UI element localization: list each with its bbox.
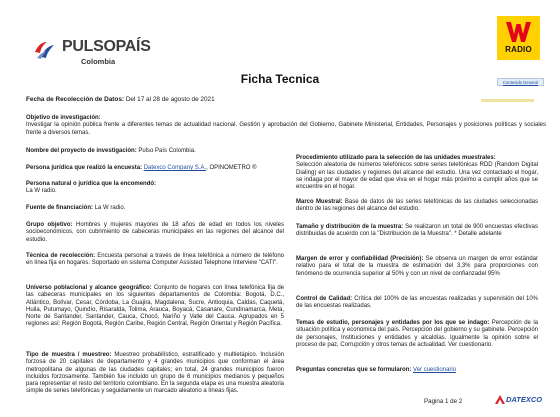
fecha-value: Del 17 al 28 de agosto de 2021 <box>125 96 215 103</box>
marco-block <box>296 199 538 214</box>
datexco-logo-text: DATEXCO <box>506 395 543 404</box>
financiacion-text: La W radio. <box>94 205 126 211</box>
encomendo-label: Persona natural o jurídica que la encomendó: <box>26 181 157 187</box>
w-radio-logo <box>497 16 540 60</box>
encomendo-text: La W radio. <box>26 188 57 195</box>
contenido-general-button[interactable]: Contenido General <box>497 78 544 86</box>
marco-text: Base de datos de las series telefónicas de las ciudades seleccionadas dentro de las regiones del alcance del estudio. <box>296 199 539 213</box>
persona-rest: OPINOMETRO ® <box>209 165 257 171</box>
fecha-recoleccion <box>26 96 215 103</box>
tipo-label: Tipo de muestra / muestreo: <box>26 352 112 358</box>
temas-block <box>296 320 538 349</box>
datexco-logo <box>494 392 542 410</box>
procedimiento-block <box>296 155 538 191</box>
tecnica-text: Encuesta personal a través de línea telefónica a número de teléfono en línea fija en hogares. Soportado en sistema Computer Assisted Telephone Interview "CATI". <box>26 253 285 267</box>
tamano-text: Se realizaron un total de 900 encuestas efectivas distribuidas de acuerdo con la "Distribución de la Muestra". * Detalle adelante <box>296 224 538 238</box>
datexco-mark-icon <box>494 394 506 406</box>
pulsopais-brand: PULSOPAÍS <box>62 38 151 55</box>
universo-text: Conjunto de hogares con línea telefónica fija de las cabeceras municipales en los siguientes departamentos de Colombia: Bogotá, D.C., Atlántico, Bolívar, Cesar, Córdoba, La Guajira, Magdalena, Sucre, Antioquia, Caldas, Caquetá, Huila, Putumayo, Quindío, Risaralda, Tolima, Arauca, Boyacá, Casanare, Cundinamarca, Meta, Norte de Santander, Santander, Cauca, Chocó, Nariño y Valle del Cauca. Agrupados en 5 regiones así: Región Bogotá, Región Caribe, Región Central, Región Oriental y Región Pacífica. <box>26 285 284 328</box>
margen-label: Margen de error y confiabilidad (Precisión): <box>296 256 424 262</box>
fecha-highlight-bar <box>481 99 534 102</box>
datexco-link[interactable]: Datexco Company S.A. <box>143 165 207 171</box>
tecnica-label: Técnica de recolección: <box>26 253 96 259</box>
margen-text: Se observa un margen de error estándar relativo para el total de la muestra de estimación del 3,3% para proporciones con fenómeno de ocurrencia superior al 50% y con un nivel de confianzadel 95% <box>296 256 538 277</box>
procedimiento-text: Selección aleatoria de números telefónicos sobre series telefónicas RDD (Random Digital Dialing) en las ciudades y regiones del alcance del estudio. Una vez contactado el hogar, se indaga por el mayor de edad que viva en el hogar más próximo a cumplir años que se encuentre en el hogar. <box>296 162 538 191</box>
universo-label: Universo poblacional y alcance geográfico: <box>26 285 152 291</box>
financiacion-label: Fuente de financiación: <box>26 205 94 211</box>
fecha-label: Fecha de Recolección de Datos: <box>26 96 125 103</box>
pulsopais-country: Colombia <box>81 57 116 66</box>
temas-text: Percepción de la situación política y económica del país. Percepción del gobierno y su gabinete. Percepción de personajes, Instituciones y entidades y alcaldías. Igualmente la opinión sobre el proceso de paz, Corrupción y otros temas de actualidad. Ver cuestionario. <box>296 320 538 348</box>
pulsopais-mark-icon <box>32 36 58 62</box>
w-letter-icon <box>505 20 532 44</box>
marco-label: Marco Muestral: <box>296 199 343 205</box>
universo-block <box>26 285 284 329</box>
nombre-text: Pulso País Colombia. <box>138 148 196 154</box>
objetivo-block <box>26 115 546 137</box>
w-radio-text: RADIO <box>505 45 532 54</box>
grupo-block <box>26 222 284 244</box>
tamano-label: Tamaño y distribución de la muestra: <box>296 224 404 230</box>
persona-block: Persona jurídica que realizó la encuesta: Datexco Company S.A., OPINOMETRO ® <box>26 165 257 171</box>
preguntas-block <box>296 367 456 374</box>
tamano-block <box>296 224 538 239</box>
persona-label: Persona jurídica que realizó la encuesta: <box>26 165 143 171</box>
ver-cuestionario-link[interactable]: Ver cuestionario <box>413 367 457 373</box>
grupo-label: Grupo objetivo: <box>26 222 73 228</box>
page-number: Pagina 1 de 2 <box>424 398 463 405</box>
control-text: Crítica del 100% de las encuestas realizadas y supervisión del 10% de las encuestas realizadas. <box>296 296 538 310</box>
temas-label: Temas de estudio, personajes y entidades por los que se indago: <box>296 320 490 326</box>
control-block <box>296 296 538 311</box>
page-title: Ficha Tecnica <box>240 72 320 86</box>
procedimiento-label: Procedimiento utilizado para la selección de las unidades muestrales: <box>296 155 496 161</box>
tipo-block <box>26 352 284 396</box>
encomendo-block <box>26 181 156 196</box>
nombre-label: Nombre del proyecto de investigación: <box>26 148 137 154</box>
margen-block <box>296 256 538 278</box>
objetivo-label: Objetivo de investigación: <box>26 115 101 121</box>
preguntas-label: Preguntas concretas que se formularon: <box>296 367 412 373</box>
tipo-text: Muestreo probabilístico, estratificado y multietápico. Inclusión forzosa de 20 capitales de departamento y 4 grandes municipios que conforman el área metropolitana de algunas de las ciudades capitales; en total, 24 grandes municipios fueron incluidos forzosamente. También fue incluido un grupo de 6 municipios medianos y pequeños para representar el resto del territorio colombiano. En la segunda etapa es una muestra aleatoria simple de series telefónicas y seguidamente un marcado aleatorio a líneas fijas. <box>26 352 285 395</box>
financiacion-block <box>26 205 125 212</box>
grupo-text: Hombres y mujeres mayores de 18 años de edad en todos los niveles socioeconómicos, con cubrimiento de cabeceras municipales en las regiones del alcance del estudio. <box>26 222 284 243</box>
control-label: Control de Calidad: <box>296 296 353 302</box>
tecnica-block <box>26 253 284 268</box>
objetivo-text: Investigar la opinión pública frente a diferentes temas de actualidad nacional. Gestión y aprobación del Gobierno, Gabinete Ministerial, Entidades, Personajes y posiciones políticas y sociales frente a diversos temas. <box>26 122 546 136</box>
nombre-block <box>26 148 196 155</box>
